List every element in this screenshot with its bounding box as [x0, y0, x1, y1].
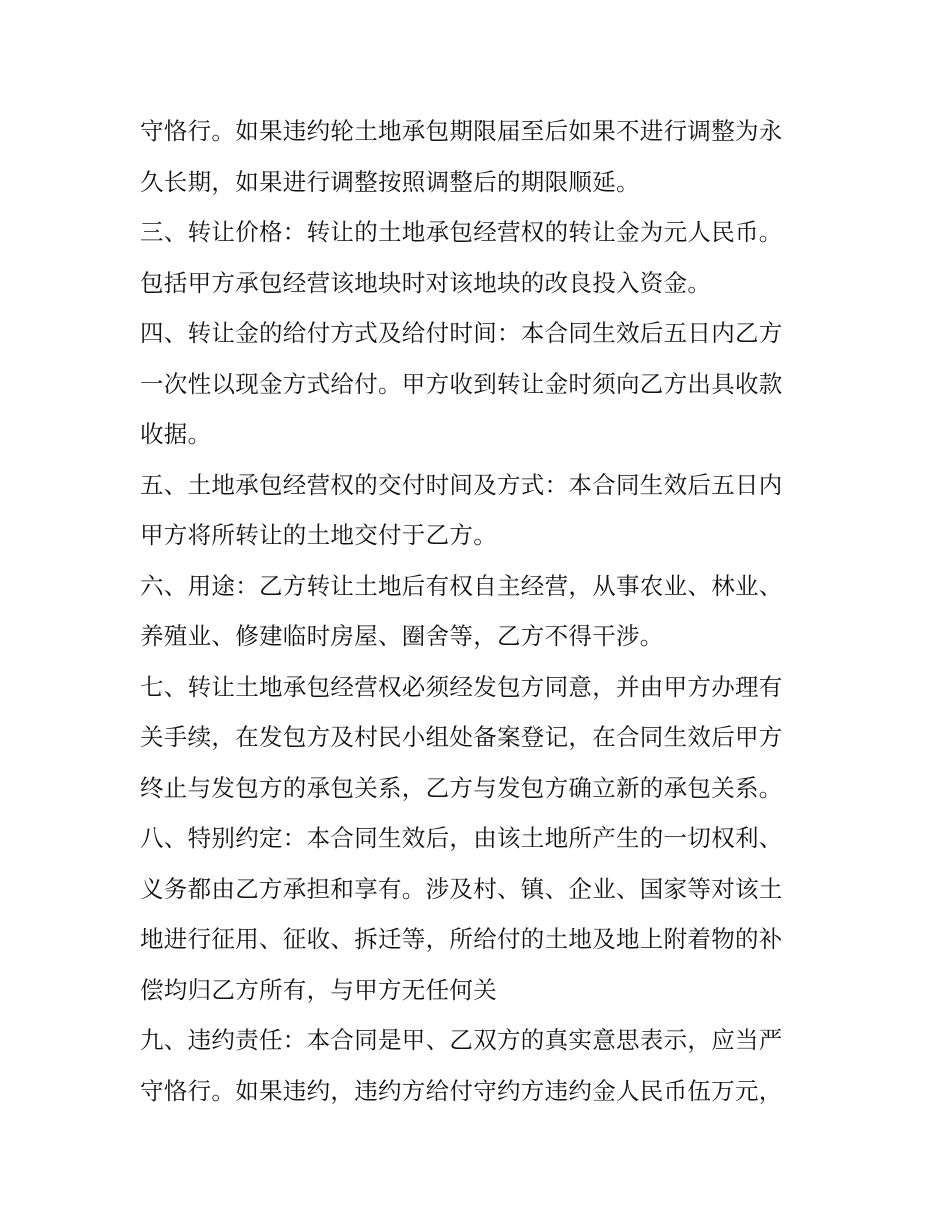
text-line: 一次性以现金方式给付。甲方收到转让金时须向乙方出具收款 [140, 369, 783, 398]
text-line: 偿均归乙方所有，与甲方无任何关 [140, 975, 497, 1004]
text-line: 甲方将所转让的土地交付于乙方。 [140, 521, 497, 549]
text-line: 五、土地承包经营权的交付时间及方式：本合同生效后五日内 [140, 470, 783, 499]
document-body [140, 106, 820, 1116]
text-line: 终止与发包方的承包关系，乙方与发包方确立新的承包关系。 [140, 773, 783, 802]
text-line: 八、特别约定：本合同生效后，由该土地所产生的一切权利、 [140, 824, 783, 852]
text-line: 九、违约责任：本合同是甲、乙双方的真实意思表示，应当严 [140, 1026, 783, 1054]
text-line: 地进行征用、征收、拆迁等，所给付的土地及地上附着物的补 [140, 925, 783, 953]
text-line: 关手续，在发包方及村民小组处备案登记，在合同生效后甲方 [140, 723, 783, 751]
text-line: 包括甲方承包经营该地块时对该地块的改良投入资金。 [140, 268, 712, 297]
text-line: 守恪行。如果违约，违约方给付守约方违约金人民币伍万元， [140, 1076, 783, 1105]
text-line: 义务都由乙方承担和享有。涉及村、镇、企业、国家等对该土 [140, 874, 783, 903]
text-line: 久长期，如果进行调整按照调整后的期限顺延。 [140, 167, 640, 196]
text-line: 四、转让金的给付方式及给付时间：本合同生效后五日内乙方 [140, 319, 783, 347]
text-line: 七、转让土地承包经营权必须经发包方同意，并由甲方办理有 [140, 672, 783, 701]
text-line: 收据。 [140, 420, 212, 448]
text-line: 养殖业、修建临时房屋、圈舍等，乙方不得干涉。 [140, 622, 664, 650]
text-line: 守恪行。如果违约轮土地承包期限届至后如果不进行调整为永 [140, 117, 783, 145]
text-line: 六、用途：乙方转让土地后有权自主经营，从事农业、林业、 [140, 571, 783, 600]
text-line: 三、转让价格：转让的土地承包经营权的转让金为元人民币。 [140, 218, 783, 246]
